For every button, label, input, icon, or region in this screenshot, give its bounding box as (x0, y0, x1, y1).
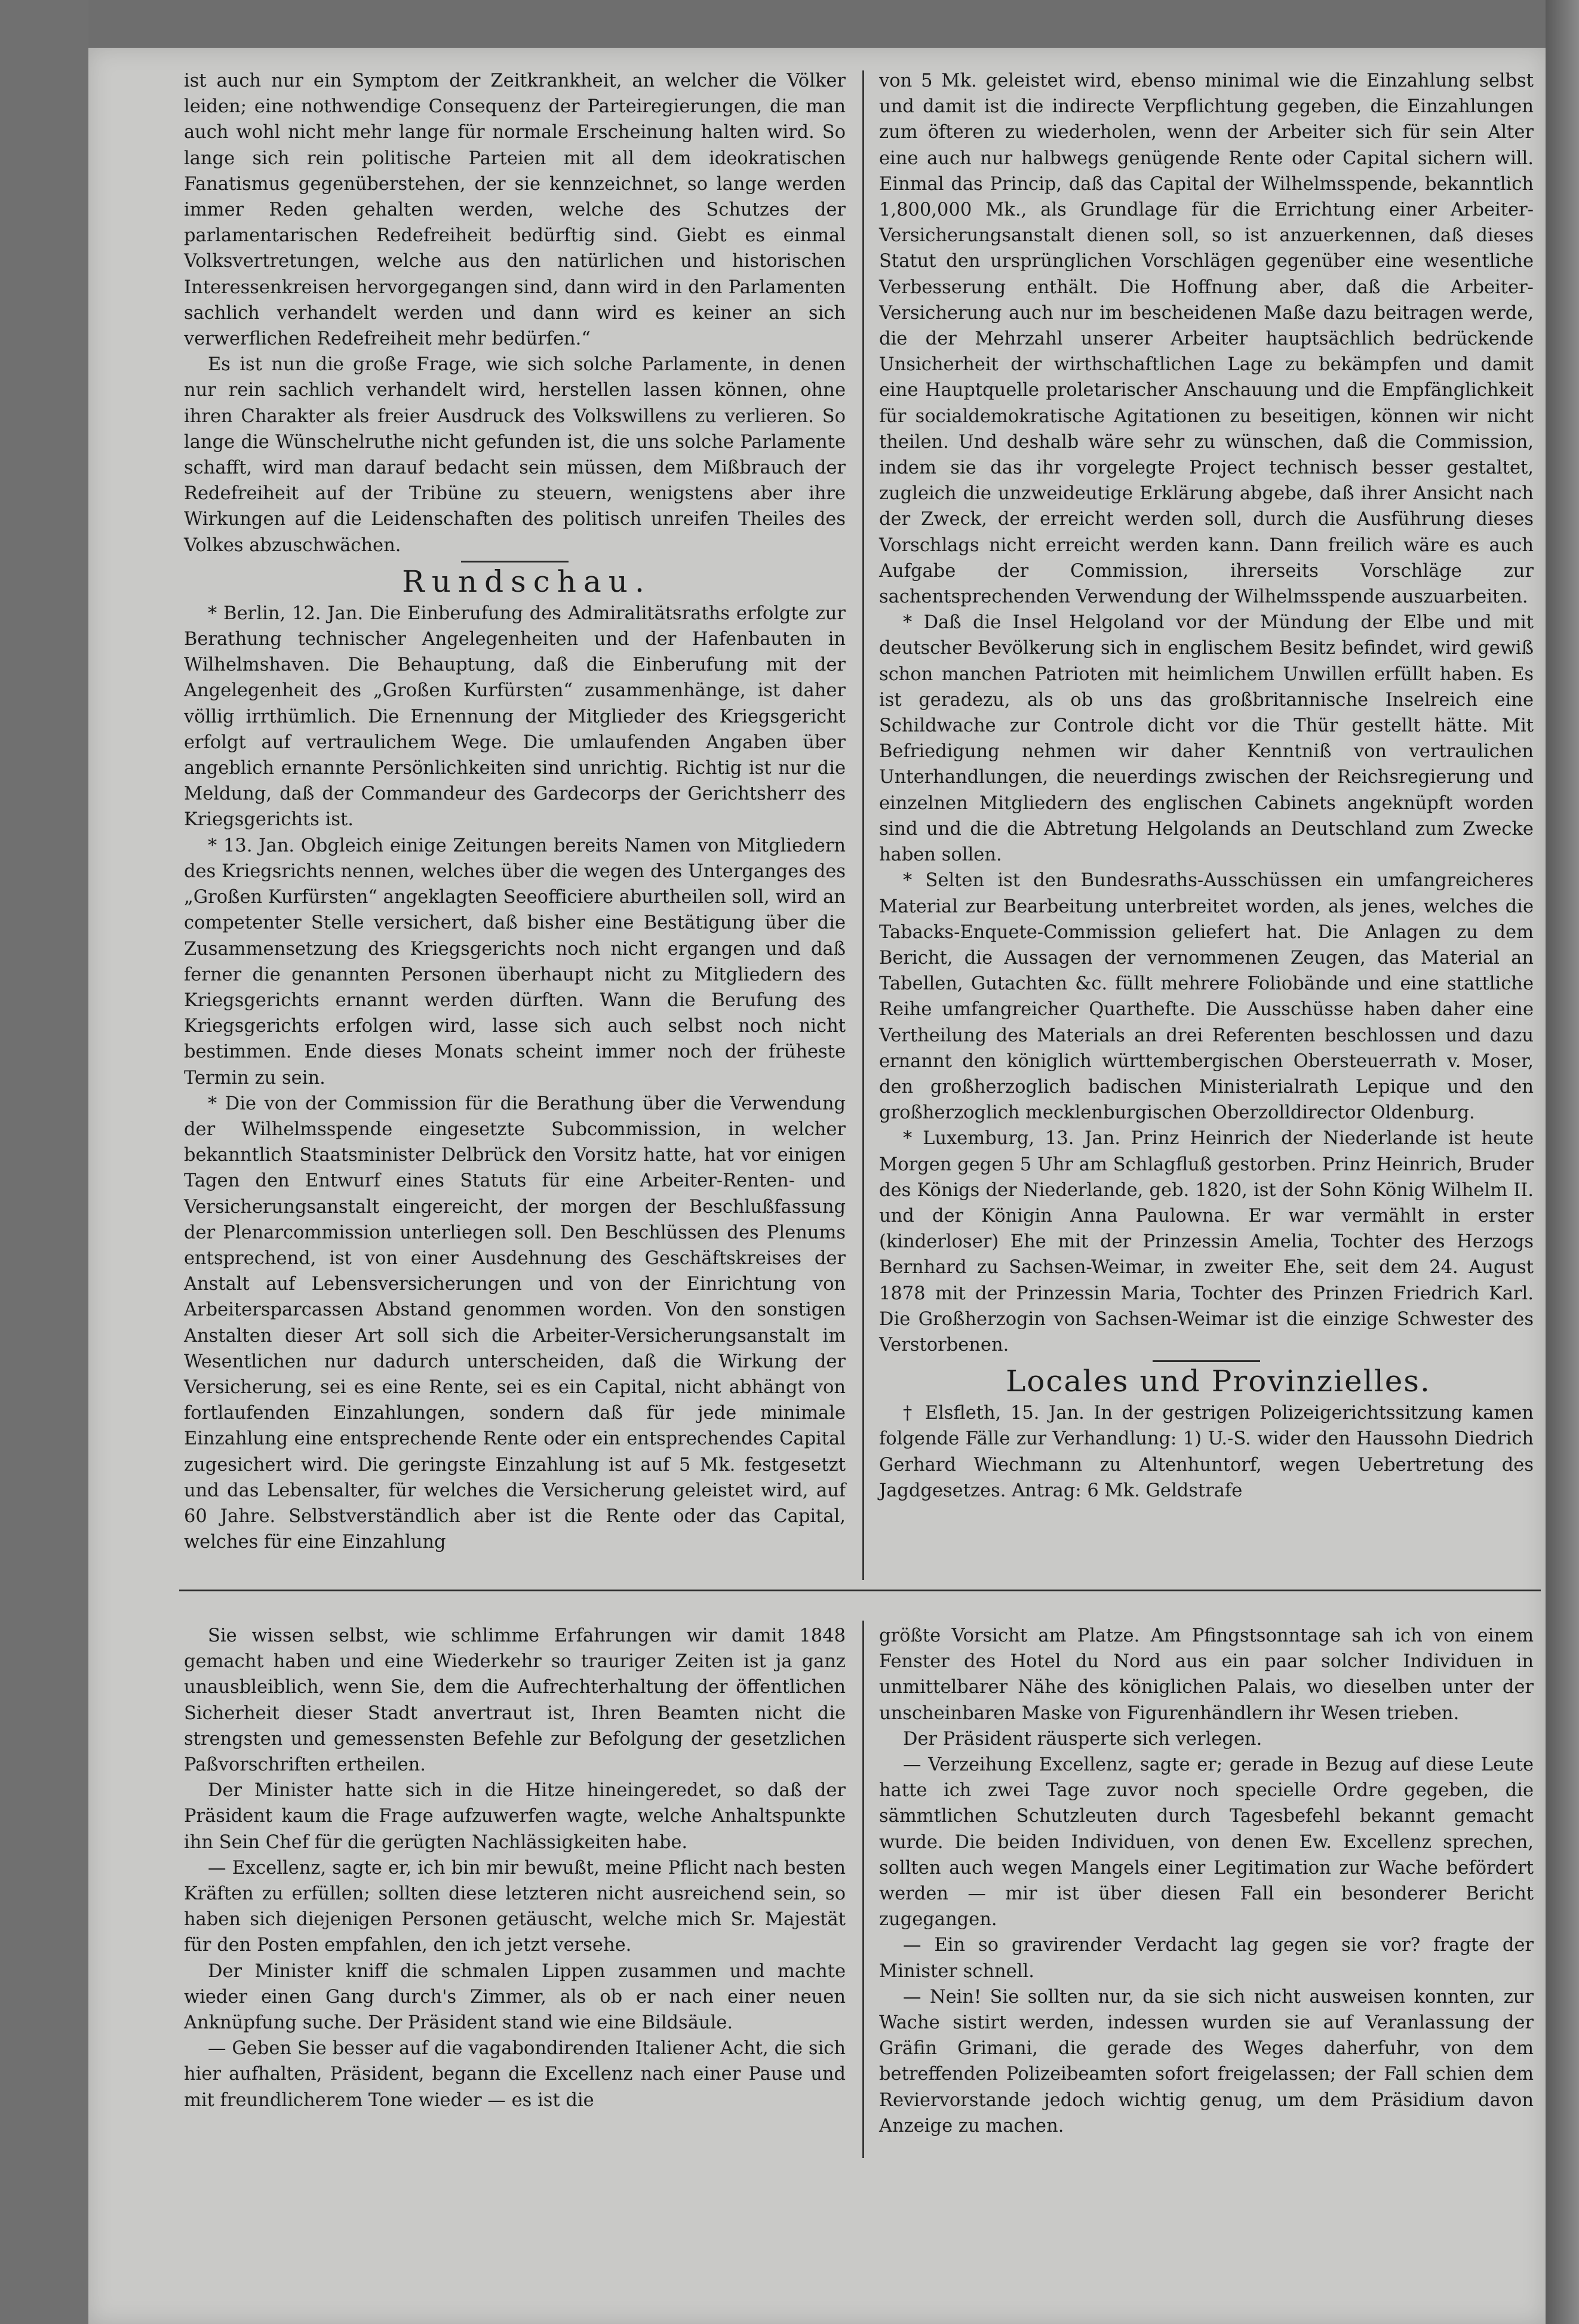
section-title-rundschau: Rundschau. (402, 564, 652, 599)
column-2 (879, 68, 1534, 1504)
local-news-item: † Elsfleth, 15. Jan. In der gestrigen Polizeigerichtssitzung kamen folgende Fälle zur Verhandlung: 1) U.-S. wider den Haussohn Diedrich Gerhard Wiechmann zu Altenhuntorf, wegen Uebertretung des Jagdgesetzes. Antrag: 6 Mk. Geldstrafe (879, 1403, 1534, 1501)
paragraph: Der Minister kniff die schmalen Lippen zusammen und machte wieder einen Gang durch's Zimmer, als ob er nach einer neuen Anknüpfung suche. Der Präsident stand wie eine Bildsäule. (184, 1960, 846, 2034)
paragraph: Der Präsident räusperte sich verlegen. (903, 1728, 1262, 1750)
paragraph: Sie wissen selbst, wie schlimme Erfahrungen wir damit 1848 gemacht haben und eine Wiederkehr so trauriger Zeiten ist ja ganz unausbleiblich, wenn Sie, dem die Aufrechterhaltung der öffentlichen Sicherheit dieser Stadt anvertraut ist, Ihren Beamten nicht die strengsten und gemessensten Befehle zur Befolgung der gesetzlichen Paßvorschriften ertheilen. (184, 1625, 846, 1776)
news-item: * Berlin, 12. Jan. Die Einberufung des Admiralitätsraths erfolgte zur Berathung technischer Angelegenheiten und der Hafenbauten in Wilhelmshaven. Die Behauptung, daß die Einberufung mit der Angelegenheit des „Großen Kurfürsten“ zusammenhänge, ist daher völlig irrthümlich. Die Ernennung der Mitglieder des Kriegsgericht erfolgt auf vertraulichem Wege. Die umlaufenden Angaben über angeblich ernannte Persönlichkeiten sind unrichtig. Richtig ist nur die Meldung, daß der Commandeur des Gardecorps der Gerichtsherr des Kriegsgerichts ist. (184, 602, 846, 831)
column-4-feuilleton (879, 1623, 1534, 2139)
news-item: * 13. Jan. Obgleich einige Zeitungen bereits Namen von Mitgliedern des Kriegsrichts nennen, welches über die wegen des Unterganges des „Großen Kurfürsten“ angeklagten Seeofficiere aburtheilen soll, wird an competenter Stelle versichert, daß bisher eine Bestätigung über die Zusammensetzung des Kriegsgerichts noch nicht ergangen und daß ferner die genannten Personen überhaupt nicht zu Mitgliedern des Kriegsgerichts ernannt werden dürften. Wann die Berufung des Kriegsgerichts erfolgen wird, lasse sich auch selbst noch nicht bestimmen. Ende dieses Monats scheint immer noch der früheste Termin zu sein. (184, 835, 846, 1089)
paragraph: ist auch nur ein Symptom der Zeitkrankheit, an welcher die Völker leiden; eine nothwendige Consequenz der Parteiregierungen, die man auch wohl nicht mehr lange für normale Erscheinung halten wird. So lange sich rein politische Parteien mit all dem ideokratischen Fanatismus gegenüberstehen, der sie kennzeichnet, so lange werden immer Reden gehalten werden, welche des Schutzes der parlamentarischen Redefreiheit bedürftig sind. Giebt es einmal Volksvertretungen, welche aus den natürlichen und historischen Interessenkreisen hervorgegangen sind, dann wird in den Parlamenten sachlich verhandelt werden und dann wird es keiner an sich verwerflichen Redefreiheit mehr bedürfen.“ (184, 70, 846, 350)
column-rule-top (862, 70, 864, 1580)
column-rule-bottom (862, 1621, 864, 2158)
paragraph: Es ist nun die große Frage, wie sich solche Parlamente, in denen nur rein sachlich verhandelt wird, herstellen lassen können, ohne ihren Charakter als freier Ausdruck des Volkswillens zu verlieren. So lange die Wünschelruthe nicht gefunden ist, die uns solche Parlamente schafft, wird man darauf bedacht sein müssen, dem Mißbrauch der Redefreiheit auf der Tribüne zu steuern, wenigstens aber ihre Wirkungen auf die Leidenschaften des politisch unreifen Theiles des Volkes abzuschwächen. (184, 354, 846, 556)
paragraph: Der Minister hatte sich in die Hitze hineingeredet, so daß der Präsident kaum die Frage aufzuwerfen wagte, welche Anhaltspunkte ihn Sein Chef für die gerügten Nachlässigkeiten habe. (184, 1780, 846, 1853)
paragraph: von 5 Mk. geleistet wird, ebenso minimal wie die Einzahlung selbst und damit ist die indirecte Verpflichtung gegeben, die Einzahlungen zum öfteren zu wiederholen, wenn der Arbeiter sich für sein Alter eine auch nur halbwegs genügende Rente oder Capital sichern will. Einmal das Princip, daß das Capital der Wilhelmsspende, bekanntlich 1,800,000 Mk., als Grundlage für die Errichtung einer Arbeiter-Versicherungsanstalt dienen soll, so ist anzuerkennen, daß dieses Statut den ursprünglichen Vorschlägen gegenüber eine wesentliche Verbesserung enthält. Die Hoffnung aber, daß die Arbeiter-Versicherung auch nur im bescheidenen Maße dazu beitragen werde, die der Mehrzahl unserer Arbeiter hauptsächlich bedrückende Unsicherheit der wirthschaftlichen Lage zu bekämpfen und damit eine Hauptquelle proletarischer Anschauung und die Empfänglichkeit für socialdemokratische Agitationen zu beseitigen, können wir nicht theilen. Und deshalb wäre sehr zu wünschen, daß die Commission, indem sie das ihr vorgelegte Project technisch besser gestaltet, zugleich die unzweideutige Erklärung abgebe, daß ihrer Ansicht nach der Zweck, der erreicht werden soll, durch die Ausführung dieses Vorschlags nicht erreicht werden kann. Dann freilich wäre es auch Aufgabe der Commission, ihrerseits Vorschläge zur sachentsprechenden Verwendung der Wilhelmsspende auszuarbeiten. (879, 70, 1534, 608)
scan-background-right (1546, 0, 1579, 2324)
paragraph: — Verzeihung Excellenz, sagte er; gerade in Bezug auf diese Leute hatte ich zwei Tage zuvor noch specielle Ordre gegeben, die sämmtlichen Schutzleuten durch Tagesbefehl bekannt gemacht wurde. Die beiden Individuen, von denen Ew. Excellenz sprechen, sollten auch wegen Mangels einer Legitimation zur Wache befördert werden — mir ist über diesen Fall ein besonderer Bericht zugegangen. (879, 1754, 1534, 1930)
feuilleton-separator (179, 1590, 1541, 1591)
column-1 (184, 68, 846, 1555)
section-title-locales: Locales und Provinzielles. (1006, 1364, 1431, 1399)
news-item: * Luxemburg, 13. Jan. Prinz Heinrich der Niederlande ist heute Morgen gegen 5 Uhr am Schlagfluß gestorben. Prinz Heinrich, Bruder des Königs der Niederlande, geb. 1820, ist der Sohn König Wilhelm II. und der Königin Anna Paulowna. Er war vermählt in erster (kinderloser) Ehe mit der Prinzessin Amelia, Tochter des Herzogs Bernhard zu Sachsen-Weimar, in zweiter Ehe, seit dem 24. August 1878 mit der Prinzessin Maria, Tochter des Prinzen Friedrich Karl. Die Großherzogin von Sachsen-Weimar ist die einzige Schwester des Verstorbenen. (879, 1128, 1534, 1355)
paragraph: größte Vorsicht am Platze. Am Pfingstsonntage sah ich von einem Fenster des Hotel du Nord aus ein paar solcher Individuen in unmittelbarer Nähe des königlichen Palais, wo dieselben unter der unscheinbaren Maske von Figurenhändlern ihr Wesen trieben. (879, 1625, 1534, 1724)
scan-background-left (0, 0, 88, 2324)
news-item: * Daß die Insel Helgoland vor der Mündung der Elbe und mit deutscher Bevölkerung sich in englischem Besitz befindet, wird gewiß schon manchen Patrioten mit heimlichem Unwillen erfüllt haben. Es ist geradezu, als ob uns das großbritannische Inselreich eine Schildwache zur Controle dicht vor die Thür gestellt hätte. Mit Befriedigung nehmen wir daher Kenntniß von vertraulichen Unterhandlungen, die neuerdings zwischen der Reichsregierung und einzelnen Mitgliedern des englischen Cabinets angeknüpft worden sind und die die Abtretung Helgolands an Deutschland zum Zwecke haben sollen. (879, 612, 1534, 866)
paragraph: — Ein so gravirender Verdacht lag gegen sie vor? fragte der Minister schnell. (879, 1935, 1534, 1982)
news-item: * Selten ist den Bundesraths-Ausschüssen ein umfangreicheres Material zur Bearbeitung unterbreitet worden, als jenes, welches die Tabacks-Enquete-Commission geliefert hat. Die Anlagen zu dem Bericht, die Aussagen der vernommenen Zeugen, das Material an Tabellen, Gutachten &c. füllt mehrere Foliobände und eine stattliche Reihe umfangreicher Quarthefte. Die Ausschüsse haben daher eine Vertheilung des Materials an drei Referenten beschlossen und dazu ernannt den königlich württembergischen Obersteuerrath v. Moser, den großherzoglich badischen Ministerialrath Lepique und den großherzoglich mecklenburgischen Oberzolldirector Oldenburg. (879, 870, 1534, 1124)
column-3-feuilleton (184, 1623, 846, 2113)
paragraph: — Excellenz, sagte er, ich bin mir bewußt, meine Pflicht nach besten Kräften zu erfüllen; sollten diese letzteren nicht ausreichend sein, so haben sich diejenigen Personen getäuscht, welche mich Sr. Majestät für den Posten empfahlen, den ich jetzt versehe. (184, 1857, 846, 1956)
news-item: * Die von der Commission für die Berathung über die Verwendung der Wilhelmsspende eingesetzte Subcommission, in welcher bekanntlich Staatsminister Delbrück den Vorsitz hatte, hat vor einigen Tagen den Entwurf eines Statuts für eine Arbeiter-Renten- und Versicherungsanstalt eingereicht, der morgen der Beschlußfassung der Plenarcommission unterliegen soll. Den Beschlüssen des Plenums entsprechend, ist von einer Ausdehnung des Geschäftskreises der Anstalt auf Lebensversicherungen und von der Einrichtung von Arbeitersparcassen Abstand genommen worden. Von den sonstigen Anstalten dieser Art soll sich die Arbeiter-Versicherungsanstalt im Wesentlichen nur dadurch unterscheiden, daß die Wirkung der Versicherung, sei es eine Rente, sei es ein Capital, nicht abhängt von fortlaufenden Einzahlungen, sondern daß für jede minimale Einzahlung eine entsprechende Rente oder ein entsprechendes Capital zugesichert wird. Die geringste Einzahlung ist auf 5 Mk. festgesetzt und das Lebensalter, für welches die Versicherung geleistet wird, auf 60 Jahre. Selbstverständlich aber ist die Rente oder das Capital, welches für eine Einzahlung (184, 1093, 846, 1553)
paragraph: — Nein! Sie sollten nur, da sie sich nicht ausweisen konnten, zur Wache sistirt werden, indessen wurden sie auf Veranlassung der Gräfin Grimani, die gerade des Weges daherfuhr, von dem betreffenden Polizeibeamten sofort freigelassen; der Fall schien dem Reviervorstande jedoch wichtig genug, um dem Präsidium davon Anzeige zu machen. (879, 1986, 1534, 2137)
paragraph: — Geben Sie besser auf die vagabondirenden Italiener Acht, die sich hier aufhalten, Präsident, begann die Excellenz nach einer Pause und mit freundlicherem Tone wieder — es ist die (184, 2038, 846, 2111)
